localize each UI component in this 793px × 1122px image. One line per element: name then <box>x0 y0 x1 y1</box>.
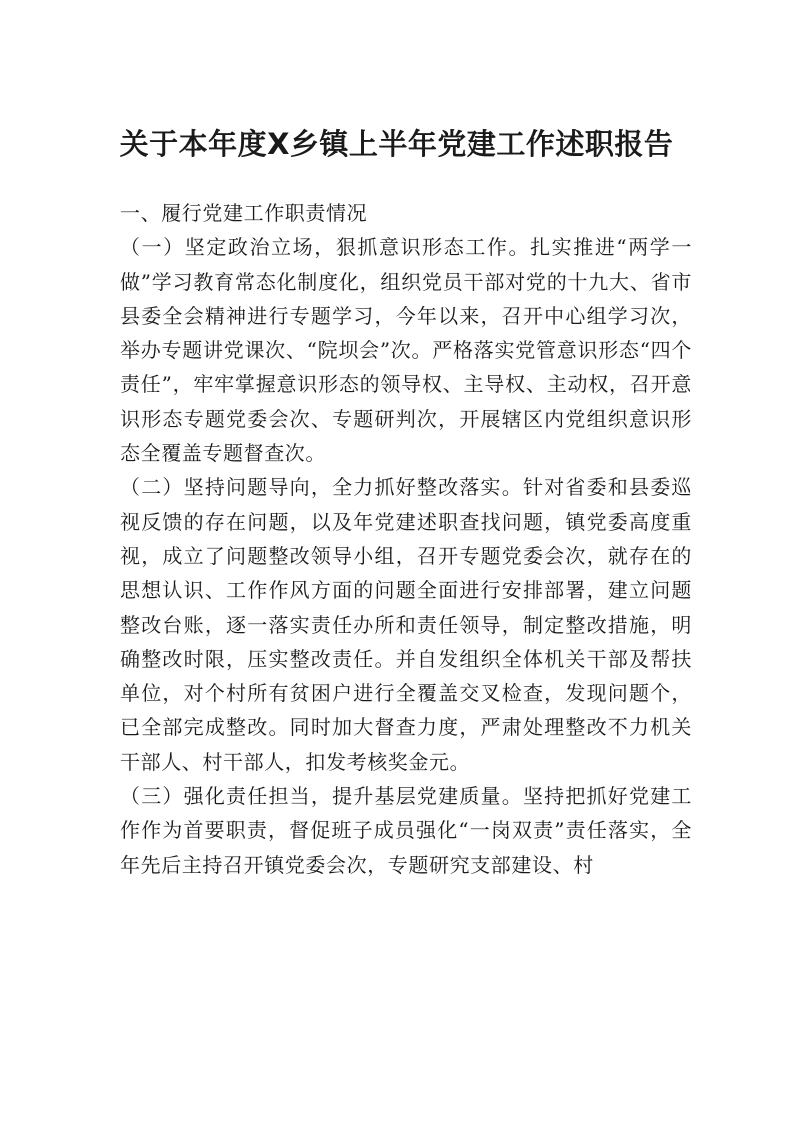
paragraph-1: （一）坚定政治立场，狠抓意识形态工作。扎实推进“两学一做”学习教育常态化制度化，组织党员干部对党的十九大、省市县委全会精神进行专题学习，今年以来，召开中心组学习次，举办专题讲党课次、“院坝会”次。严格落实党管意识形态“四个责任”，牢牢掌握意识形态的领导权、主导权、主动权，召开意识形态专题党委会次、专题研判次，开展辖区内党组织意识形态全覆盖专题督查次。 <box>120 235 692 466</box>
section-heading: 一、履行党建工作职责情况 <box>120 201 368 225</box>
paragraph-3: （三）强化责任担当，提升基层党建质量。坚持把抓好党建工作作为首要职责，督促班子成员强化“一岗双责”责任落实，全年先后主持召开镇党委会次，专题研究支部建设、村 <box>120 784 692 877</box>
document-title: 关于本年度X乡镇上半年党建工作述职报告 <box>119 127 674 161</box>
document-body <box>120 196 692 882</box>
paragraph-2: （二）坚持问题导向，全力抓好整改落实。针对省委和县委巡视反馈的存在问题，以及年党建述职查找问题，镇党委高度重视，成立了问题整改领导小组，召开专题党委会次，就存在的思想认识、工作作风方面的问题全面进行安排部署，建立问题整改台账，逐一落实责任办所和责任领导，制定整改措施，明确整改时限，压实整改责任。并自发组织全体机关干部及帮扶单位，对个村所有贫困户进行全覆盖交叉检查，发现问题个，已全部完成整改。同时加大督查力度，严肃处理整改不力机关干部人、村干部人，扣发考核奖金元。 <box>120 475 692 774</box>
